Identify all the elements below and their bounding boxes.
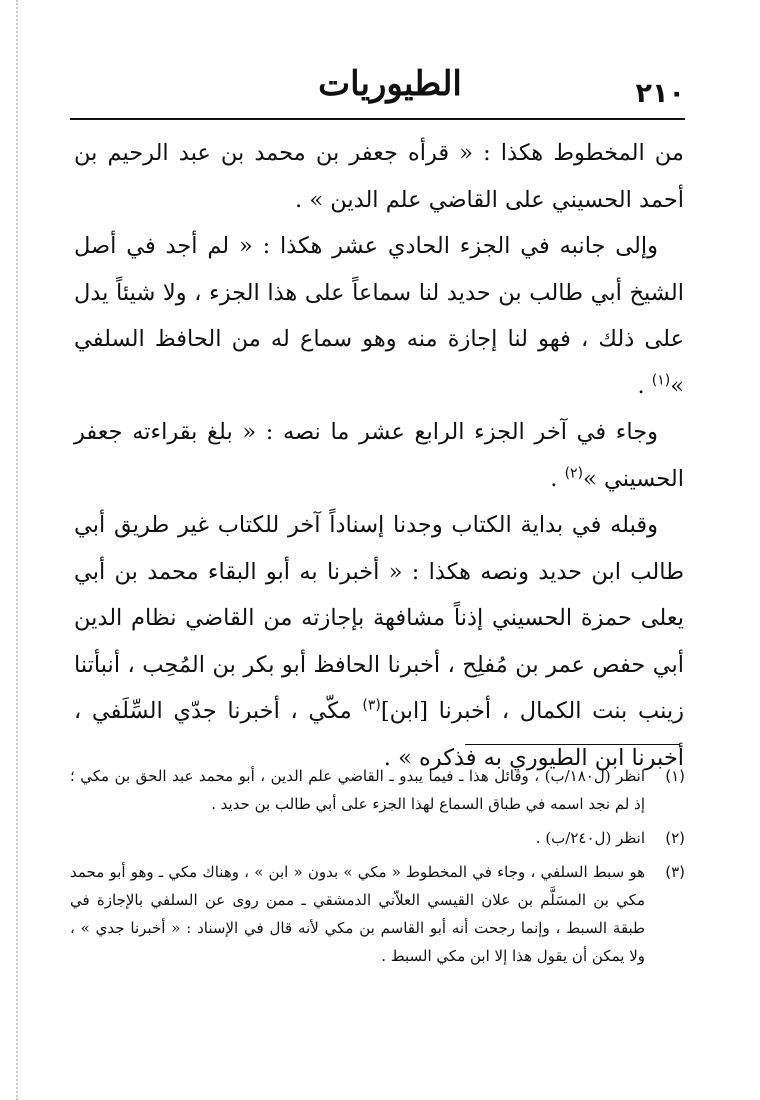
footnote-number: (١) [665,767,685,785]
paragraph-2: وإلى جانبه في الجزء الحادي عشر هكذا : « لم أجد في أصل الشيخ أبي طالب بن حديد لنا سماعاً على هذا الجزء ، ولا شيئاً يدل على ذلك ، فهو لنا إجازة منه وهو سماع له من الحافظ السلفي »$^{(١)}$ . [74,233,684,399]
footnote-text: هو سبط السلفي ، وجاء في المخطوط « مكي » بدون « ابن » ، وهناك مكي ـ وهو أبو محمد مكي بن المسَلَّم بن علان القيسي العلاّني الدمشقي ـ ممن روى عن السلفي بالإجازة في طبقة السبط ، وإنما رجحت أنه أبو القاسم بن مكي لأنه قال في الإسناد : « أخبرنا جدي » ، ولا يمكن أن يقول هذا إلا ابن مكي السبط . [70,863,645,965]
main-text [74,130,684,781]
footnote-1 [70,762,685,818]
footnotes [70,762,685,976]
footnote-separator [465,744,680,745]
running-title: الطيوريات [318,64,462,104]
scan-margin-dots [16,0,18,1100]
footnote-number: (٣) [665,863,685,881]
paragraph-4: وقبله في بداية الكتاب وجدنا إسناداً آخر للكتاب غير طريق أبي طالب ابن حديد ونصه هكذا : « أخبرنا به أبو البقاء محمد بن أبي يعلى حمزة الحسيني إذناً مشافهة بإجازته من القاضي نظام الدين أبي حفص عمر بن مُفلِح ، أخبرنا الحافظ أبو بكر بن المُحِب ، أنبأتنا زينب بنت الكمال ، أخبرنا [ابن]$^{(٣)}$ مكّي ، أخبرنا جدّي السِّلَفي ، أخبرنا ابن الطيوري به فذكره » . [74,512,684,771]
page-number: ٢١٠ [635,78,685,109]
footnote-ref-2: (٢) [564,465,584,481]
paragraph-1: من المخطوط هكذا : « قرأه جعفر بن محمد بن عبد الرحيم بن أحمد الحسيني على القاضي علم الدين » . [74,140,684,213]
page-header [70,62,685,112]
paragraph-3: وجاء في آخر الجزء الرابع عشر ما نصه : « بلغ بقراءته جعفر الحسيني »$^{(٢)}$ . [74,419,684,492]
footnote-text: انظر (ل١٨٠/ب) ، وقائل هذا ـ فيما يبدو ـ القاضي علم الدين ، أبو محمد عبد الحق بن مكي ؛ إذ لم نجد اسمه في طباق السماع لهذا الجزء على أبي طالب بن حديد . [70,767,645,813]
footnote-ref-1: (١) [651,372,671,388]
footnote-text: انظر (ل٢٤٠/ب) . [535,829,645,847]
footnote-number: (٢) [665,829,685,847]
footnote-ref-3: (٣) [362,697,381,714]
footnote-3 [70,858,685,970]
footnote-2 [70,824,685,852]
header-rule [70,118,685,120]
